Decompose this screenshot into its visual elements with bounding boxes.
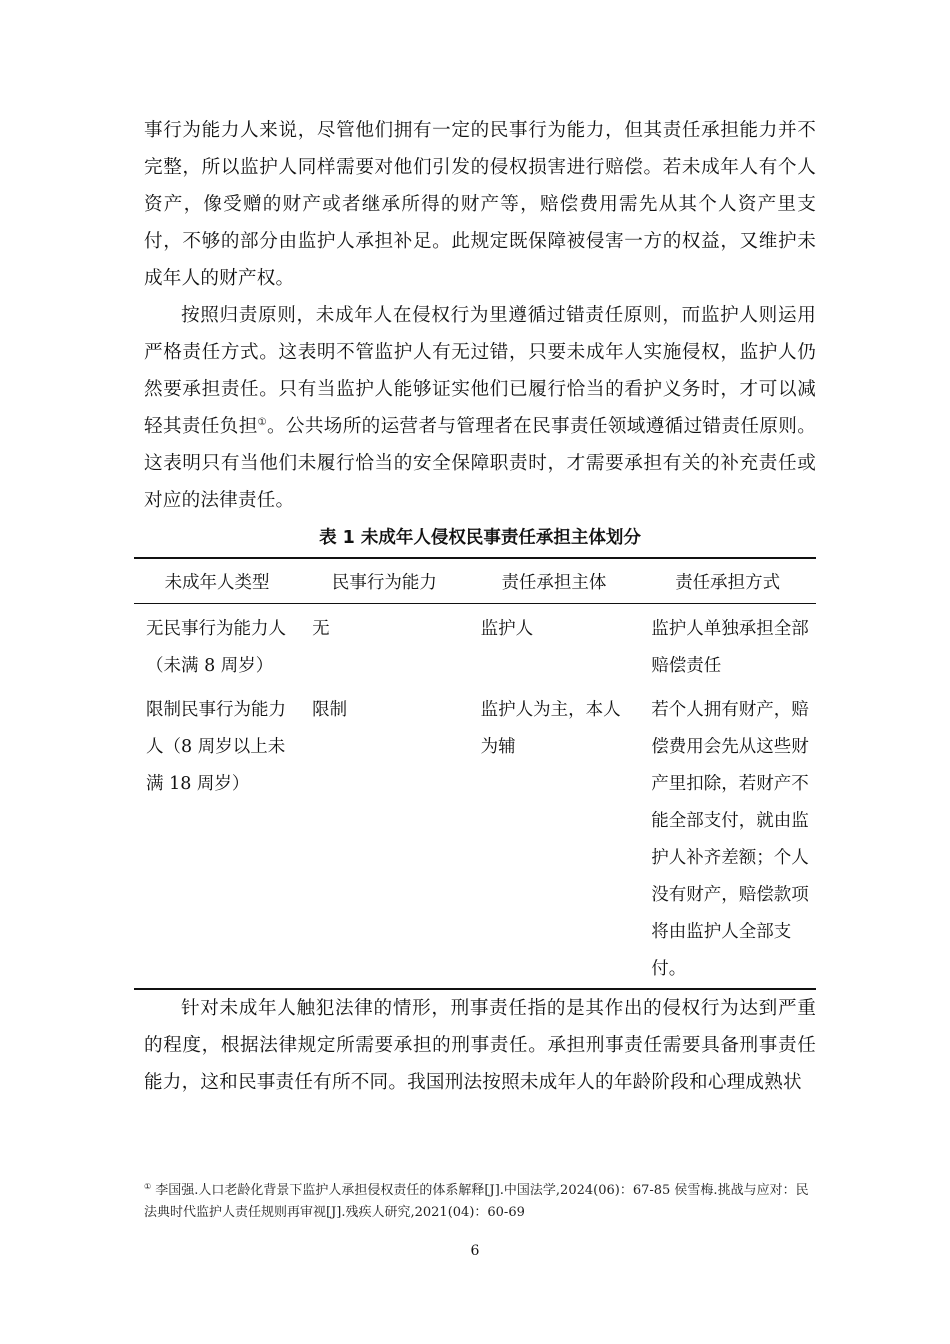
paragraph-3: 针对未成年人触犯法律的情形，刑事责任指的是其作出的侵权行为达到严重的程度，根据法律规定所需要承担的刑事责任。承担刑事责任需要具备刑事责任能力，这和民事责任有所不同。我国刑法按照未成年人的年龄阶段和心理成熟状 — [144, 998, 816, 1093]
liability-table — [134, 557, 816, 990]
paragraph-2-text-b: 。公共场所的运营者与管理者在民事责任领域遵循过错责任原则。这表明只有当他们未履行恰当的安全保障职责时，才需要承担有关的补充责任或对应的法律责任。 — [144, 416, 816, 511]
table-header-cell: 责任承担方式 — [639, 558, 816, 604]
paragraph-2-text-a: 按照归责原则，未成年人在侵权行为里遵循过错责任原则，而监护人则运用严格责任方式。这表明不管监护人有无过错，只要未成年人实施侵权，监护人仍然要承担责任。只有当监护人能够证实他们已履行恰当的看护义务时，才可以减轻其责任负担 — [144, 305, 816, 437]
table-cell: 无民事行为能力人（未满 8 周岁） — [146, 619, 286, 676]
table-cell: 监护人 — [480, 619, 534, 639]
footnote-mark: ① — [144, 1182, 152, 1191]
table-cell: 限制民事行为能力人（8 周岁以上未满 18 周岁） — [134, 685, 300, 989]
table-header-cell: 责任承担主体 — [469, 558, 640, 604]
table-header-cell: 民事行为能力 — [300, 558, 469, 604]
page-body — [144, 112, 816, 1101]
table-cell: 限制 — [300, 685, 469, 989]
table-title: 表 1 未成年人侵权民事责任承担主体划分 — [319, 528, 641, 548]
footnote-ref[interactable]: ① — [257, 417, 267, 428]
table-cell: 监护人为主，本人为辅 — [469, 685, 640, 989]
paragraph-2 — [144, 297, 816, 519]
table-header-row — [134, 558, 816, 604]
footnote — [144, 1180, 816, 1224]
footnote-text: 李国强.人口老龄化背景下监护人承担侵权责任的体系解释[J].中国法学,2024(06)：67-85 侯雪梅.挑战与应对：民法典时代监护人责任规则再审视[J].残疾人研究,2021(04)：60-69 — [144, 1183, 809, 1220]
paragraph-1: 事行为能力人来说，尽管他们拥有一定的民事行为能力，但其责任承担能力并不完整，所以监护人同样需要对他们引发的侵权损害进行赔偿。若未成年人有个人资产，像受赠的财产或者继承所得的财产等，赔偿费用需先从其个人资产里支付，不够的部分由监护人承担补足。此规定既保障被侵害一方的权益，又维护未成年人的财产权。 — [144, 120, 816, 289]
table-cell: 无 — [312, 619, 330, 639]
table-cell: 若个人拥有财产，赔偿费用会先从这些财产里扣除，若财产不能全部支付，就由监护人补齐差额；个人没有财产，赔偿款项将由监护人全部支付。 — [639, 685, 816, 989]
table-cell: 监护人单独承担全部赔偿责任 — [651, 619, 809, 676]
table-row — [134, 685, 816, 989]
table-header-cell: 未成年人类型 — [134, 558, 300, 604]
table-row — [134, 604, 816, 686]
page-number: 6 — [470, 1243, 480, 1259]
